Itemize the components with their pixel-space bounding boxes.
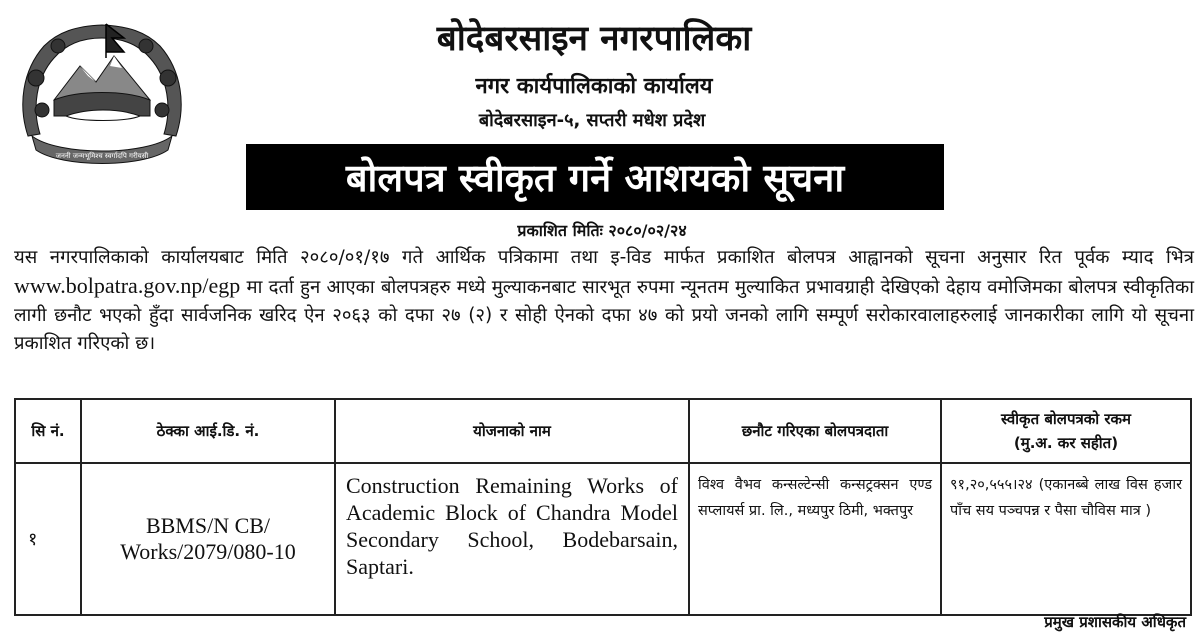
cell-contract-id bbox=[81, 463, 335, 615]
office-address: बोदेबरसाइन-५, सप्तरी मधेश प्रदेश bbox=[478, 110, 706, 131]
cell-amount: ९१,२०,५५५।२४ (एकानब्बे लाख विस हजार पाँच सय पञ्चपन्न र पैसा चौविस मात्र ) bbox=[941, 463, 1191, 615]
contract-id-line1: BBMS/N CB/ bbox=[145, 513, 271, 538]
emblem-motto: जननी जन्मभूमिश्च स्वर्गादपि गरीयसी bbox=[55, 152, 149, 160]
cell-project: Construction Remaining Works of Academic Block of Chandra Model Secondary School, Bodebarsain, Saptari. bbox=[335, 463, 689, 615]
notice-title-banner bbox=[246, 144, 944, 210]
notice-body bbox=[14, 244, 1194, 358]
notice-title: बोलपत्र स्वीकृत गर्ने आशयको सूचना bbox=[345, 156, 845, 200]
table-header-row bbox=[15, 399, 1191, 463]
cell-bidder: विश्व वैभव कन्सल्टेन्सी कन्सट्रक्सन एण्ड सप्लायर्स प्रा. लि., मध्यपुर ठिमी, भक्तपुर bbox=[689, 463, 941, 615]
notice-body-part1: यस नगरपालिकाको कार्यालयबाट मिति २०८०/०१/१७ गते आर्थिक पत्रिकामा तथा इ-विड मार्फत प्रकाशित बोलपत्र आह्वानको सूचना अनुसार रित पूर्वक म्याद भित्र bbox=[14, 247, 1194, 268]
header-amount bbox=[941, 399, 1191, 463]
header-project: योजनाको नाम bbox=[335, 399, 689, 463]
published-date: प्रकाशित मितिः २०८०/०२/२४ bbox=[517, 221, 687, 240]
award-table bbox=[14, 398, 1192, 616]
header-amount-line1: स्वीकृत बोलपत्रको रकम bbox=[1000, 410, 1132, 428]
header-sn: सि नं. bbox=[15, 399, 81, 463]
header-contract-id: ठेक्का आई.डि. नं. bbox=[81, 399, 335, 463]
header-bidder: छनौट गरिएका बोलपत्रदाता bbox=[689, 399, 941, 463]
notice-body-part2: मा दर्ता हुन आएका बोलपत्रहरु मध्ये मुल्याकनबाट सारभूत रुपमा न्यूनतम मुल्याकित प्रभावग्राही देखिएको देहाय वमोजिमका बोलपत्र स्वीकृतिका लागी छनौट भएको हुँदा सार्वजनिक खरिद ऐन २०६३ को दफा २७ (२) र सोही ऐनको दफा ४७ को प्रयो जनको लागि सम्पूर्ण सरोकारवालाहरुलाई जानकारीका लागि यो सूचना प्रकाशित गरिएको छ। bbox=[14, 277, 1194, 354]
table-row bbox=[15, 463, 1191, 615]
municipality-name: बोदेबरसाइन नगरपालिका bbox=[436, 19, 752, 59]
signatory: प्रमुख प्रशासकीय अधिकृत bbox=[1044, 613, 1186, 631]
egp-url-link[interactable]: www.bolpatra.gov.np/egp bbox=[14, 273, 241, 298]
header-amount-line2: (मु.अ. कर सहीत) bbox=[1013, 434, 1119, 452]
contract-id-line2: Works/2079/080-10 bbox=[120, 539, 296, 564]
cell-sn: १ bbox=[15, 463, 81, 615]
office-name: नगर कार्यपालिकाको कार्यालय bbox=[475, 74, 713, 99]
